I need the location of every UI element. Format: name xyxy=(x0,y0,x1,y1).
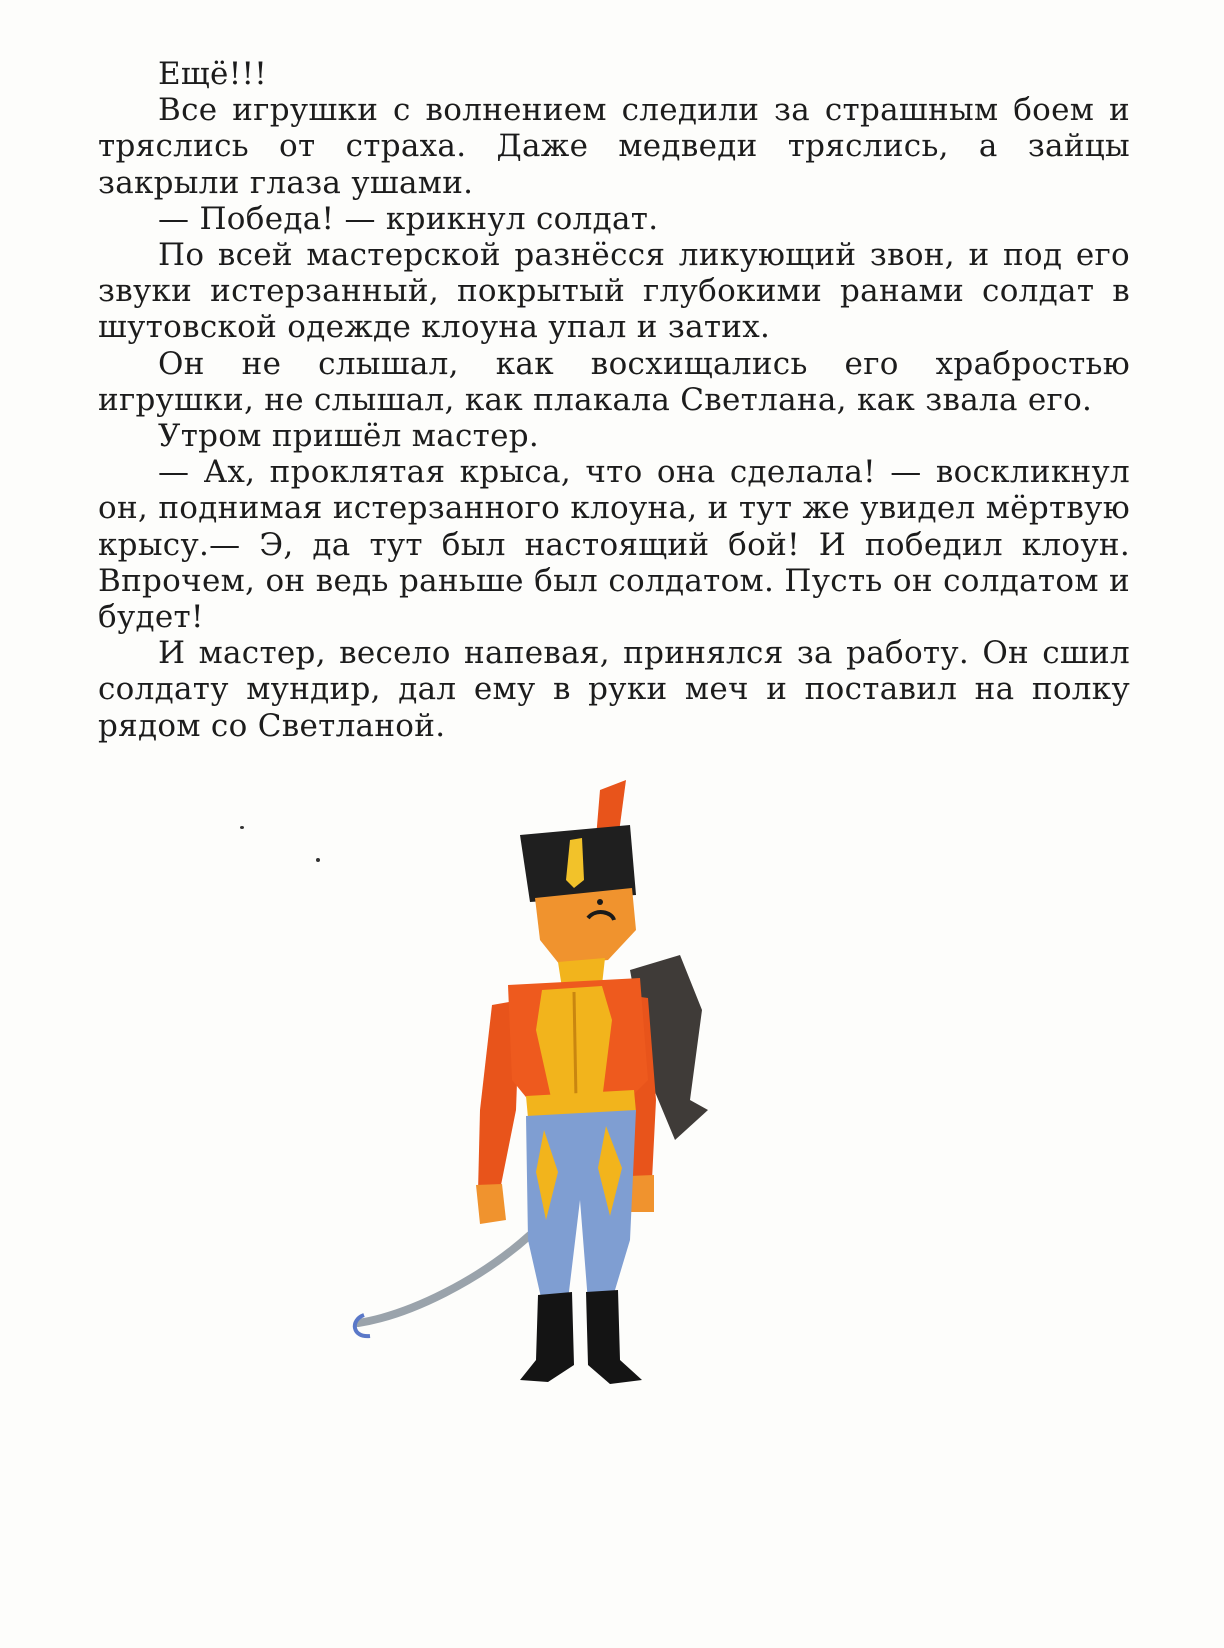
vest-line xyxy=(574,992,576,1100)
paragraph: Все игрушки с волнением следили за страшным боем и тряслись от страха. Даже медведи тряслись, а зайцы закрыли глаза ушами. xyxy=(98,92,1130,201)
paragraph: Он не слышал, как восхищались его храбростью игрушки, не слышал, как плакала Светлана, как звала его. xyxy=(98,345,1130,418)
paragraph: И мастер, весело напевая, принялся за работу. Он сшил солдату мундир, дал ему в руки меч и поставил на полку рядом со Светланой. xyxy=(98,635,1130,744)
left-hand xyxy=(476,1184,506,1224)
toy-soldier-illustration xyxy=(330,780,830,1460)
paragraph: — Ах, проклятая крыса, что она сделала! — воскликнул он, поднимая истерзанного клоуна, и тут же увидел мёртвую крысу.— Э, да тут был настоящий бой! И победил клоун. Впрочем, он ведь раньше был солдатом. Пусть он солдатом и будет! xyxy=(98,454,1130,636)
print-speck xyxy=(240,826,244,829)
right-boot xyxy=(586,1290,642,1384)
print-speck xyxy=(316,858,320,862)
story-text xyxy=(98,56,1130,744)
left-boot xyxy=(520,1292,574,1382)
sword-blade xyxy=(358,1235,530,1323)
paragraph: По всей мастерской разнёсся ликующий звон, и под его звуки истерзанный, покрытый глубокими ранами солдат в шутовской одежде клоуна упал и затих. xyxy=(98,237,1130,346)
soldier-eye xyxy=(597,899,603,905)
soldier-face xyxy=(535,888,636,965)
paragraph: Ещё!!! xyxy=(158,56,267,92)
paragraph: Утром пришёл мастер. xyxy=(158,418,540,455)
paragraph: — Победа! — крикнул солдат. xyxy=(158,200,659,237)
